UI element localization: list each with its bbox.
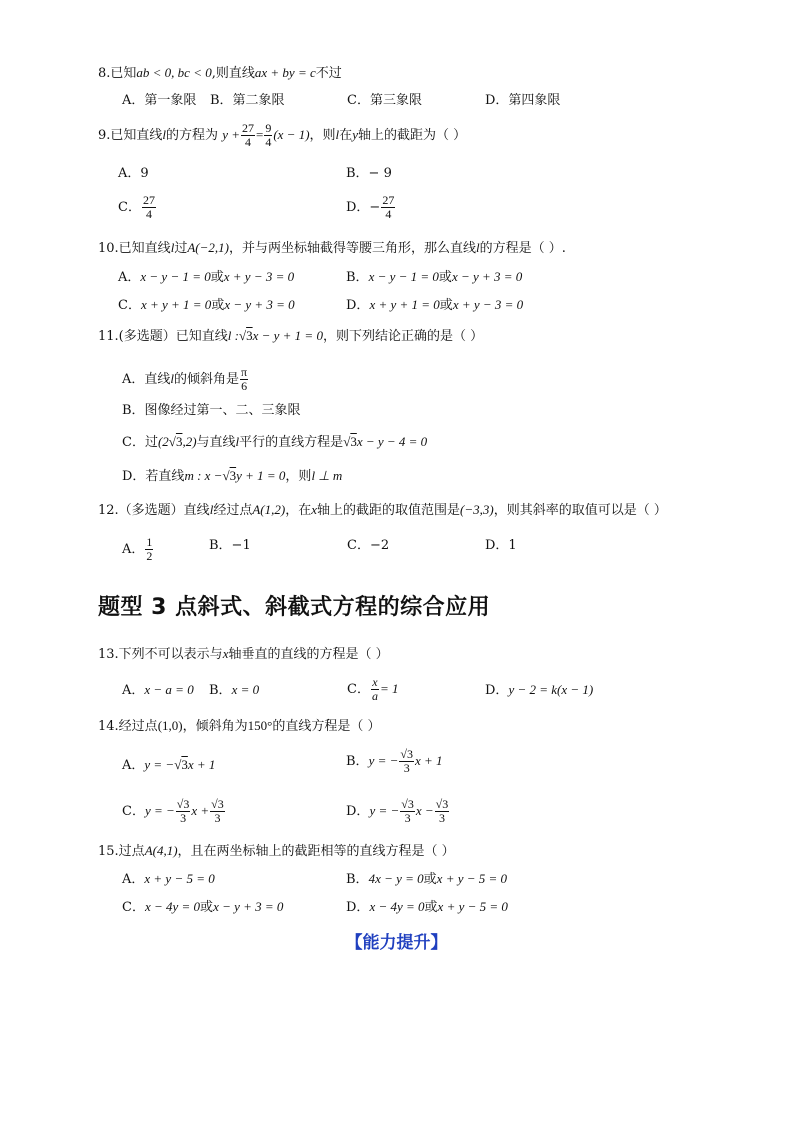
q10-option-d: D．x + y + 1 = 0或x + y − 3 = 0: [346, 297, 524, 313]
q10-option-b: B．x − y − 1 = 0或x − y + 3 = 0: [346, 269, 523, 285]
q15-option-b: B．4x − y = 0或x + y − 5 = 0: [346, 871, 508, 887]
q10-option-c: C．x + y + 1 = 0或x − y + 3 = 0: [118, 297, 295, 313]
fraction: $\frac{√3}{3}$: [401, 797, 414, 825]
q11-option-a: A．直线l的倾斜角是 $\frac{\pi}{6}$: [122, 365, 248, 393]
sqrt: √3: [343, 434, 357, 449]
fraction: $\frac{27}{4}$: [142, 193, 155, 221]
section-heading: 题型 3 点斜式、斜截式方程的综合应用: [98, 595, 491, 620]
question-9-stem: 9.已知直线l的方程为 y + $\frac{27}{4}$ = $\frac{9}{4}$ (x − 1)，则l在y轴上的截距为（ ）: [98, 121, 467, 149]
fraction: $\frac{√3}{3}$: [176, 797, 190, 825]
q11-option-d: D．若直线m : x −√3y + 1 = 0，则l ⊥ m: [122, 468, 343, 484]
q10-option-a: A．x − y − 1 = 0或x + y − 3 = 0: [118, 269, 295, 285]
question-15-stem: 15.过点A(4,1)，且在两坐标轴上的截距相等的直线方程是（ ）: [98, 843, 455, 859]
q14-option-b: B．y = − $\frac{√3}{3}$ x + 1: [346, 747, 443, 775]
q9-option-b: B．− 9: [346, 166, 392, 181]
q14-option-a: A．y = −√3x + 1: [122, 757, 216, 773]
question-13-stem: 13.下列不可以表示与x轴垂直的直线的方程是（ ）: [98, 646, 389, 662]
q11-option-c: C．过(2√3,2)与直线l平行的直线方程是√3x − y − 4 = 0: [122, 434, 428, 450]
sqrt: √3: [168, 434, 183, 449]
q8-option-a: A．第一象限: [122, 93, 197, 108]
fraction: $\frac{√3}{3}$: [435, 797, 449, 825]
q8-option-b: B．第二象限: [210, 93, 285, 108]
question-14-stem: 14.经过点(1,0)，倾斜角为150°的直线方程是（ ）: [98, 718, 381, 734]
q15-option-d: D．x − 4y = 0或x + y − 5 = 0: [346, 899, 508, 915]
question-12-stem: 12.（多选题）直线l经过点A(1,2)，在x轴上的截距的取值范围是(−3,3)，则其斜率的取值可以是（ ）: [98, 502, 667, 518]
q13-option-c: C． $\frac{x}{a}$ = 1: [347, 675, 399, 703]
q13-option-d: D．y − 2 = k(x − 1): [485, 682, 594, 698]
q9-option-a: A．9: [118, 166, 149, 181]
fraction: $\frac{\pi}{6}$: [241, 365, 248, 393]
q12-option-d: D．1: [485, 538, 517, 553]
q8-option-d: D．第四象限: [485, 93, 561, 108]
question-11-stem: 11.(多选题）已知直线l :√3x − y + 1 = 0，则下列结论正确的是（ ）: [98, 328, 484, 344]
q9-option-c: C． $\frac{27}{4}$: [118, 193, 155, 221]
q14-option-c: C．y = − $\frac{√3}{3}$ x + $\frac{√3}{3}$: [122, 797, 224, 825]
fraction: $\frac{√3}{3}$: [211, 797, 224, 825]
q15-option-c: C．x − 4y = 0或x − y + 3 = 0: [122, 899, 284, 915]
q11-option-b: B．图像经过第一、二、三象限: [122, 403, 301, 418]
q12-option-b: B．−1: [209, 538, 251, 553]
q12-option-c: C．−2: [347, 538, 390, 553]
sqrt: √3: [222, 468, 237, 483]
fraction: $\frac{1}{2}$: [146, 535, 153, 563]
fraction: $\frac{27}{4}$: [241, 121, 254, 149]
q9-option-d: D．− $\frac{27}{4}$: [346, 193, 395, 221]
q8-option-c: C．第三象限: [347, 93, 422, 108]
question-10-stem: 10.已知直线l过A(−2,1)，并与两坐标轴截得等腰三角形，那么直线l的方程是（ ）.: [98, 240, 566, 256]
ability-heading: 【能力提升】: [345, 933, 448, 953]
sqrt: √3: [174, 757, 188, 772]
sqrt: √3: [238, 328, 253, 343]
fraction: $\frac{27}{4}$: [382, 193, 395, 221]
q15-option-a: A．x + y − 5 = 0: [122, 871, 215, 887]
fraction: $\frac{x}{a}$: [371, 675, 378, 703]
q13-option-a: A．x − a = 0: [122, 682, 194, 698]
q14-option-d: D．y = − $\frac{√3}{3}$ x − $\frac{√3}{3}$: [346, 797, 449, 825]
question-8-stem: 8.已知ab < 0, bc < 0,则直线ax + by = c不过: [98, 65, 342, 81]
fraction: $\frac{9}{4}$: [265, 121, 272, 149]
fraction: $\frac{√3}{3}$: [400, 747, 413, 775]
q13-option-b: B．x = 0: [209, 682, 260, 698]
q12-option-a: A． $\frac{1}{2}$: [122, 535, 153, 563]
